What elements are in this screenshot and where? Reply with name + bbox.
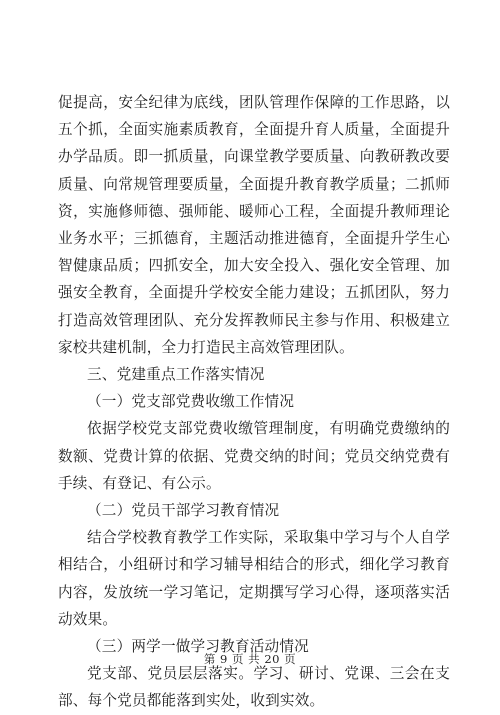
section-heading: 三、党建重点工作落实情况 xyxy=(87,366,265,384)
page-footer: 第 9 页 共 20 页 xyxy=(203,652,297,666)
paragraph: 结合学校教育教学工作实际，采取集中学习与个人自学相结合，小组研讨和学习辅导相结合的形式，细化学习教育内容，发放统一学习笔记，定期撰写学习心得，逐项落实活动效果。 xyxy=(58,529,450,628)
document-body xyxy=(58,89,450,715)
paragraph: 党支部、党员层层落实。学习、研讨、党课、三会在支部、每个党员都能落到实处，收到实效。 xyxy=(58,665,450,710)
subsection-heading: （一）党支部党费收缴工作情况 xyxy=(87,393,295,411)
subsection-heading: （二）党员干部学习教育情况 xyxy=(87,502,280,520)
paragraph: 依据学校党支部党费收缴管理制度，有明确党费缴纳的数额、党费计算的依据、党费交纳的时间；党员交纳党费有手续、有登记、有公示。 xyxy=(58,420,450,492)
paragraph-continued: 促提高，安全纪律为底线，团队管理作保障的工作思路，以五个抓，全面实施素质教育，全面提升育人质量，全面提升办学品质。即一抓质量，向课堂教学要质量、向教研教改要质量、向常规管理要质量，全面提升教育教学质量；二抓师资，实施修师德、强师能、暖师心工程，全面提升教师理论业务水平；三抓德育，主题活动推进德育，全面提升学生心智健康品质；四抓安全，加大安全投入、强化安全管理、加强安全教育，全面提升学校安全能力建设；五抓团队，努力打造高效管理团队、充分发挥教师民主参与作用、积极建立家校共建机制，全力打造民主高效管理团队。 xyxy=(58,94,450,356)
subsection-heading: （三）两学一做学习教育活动情况 xyxy=(87,638,309,656)
